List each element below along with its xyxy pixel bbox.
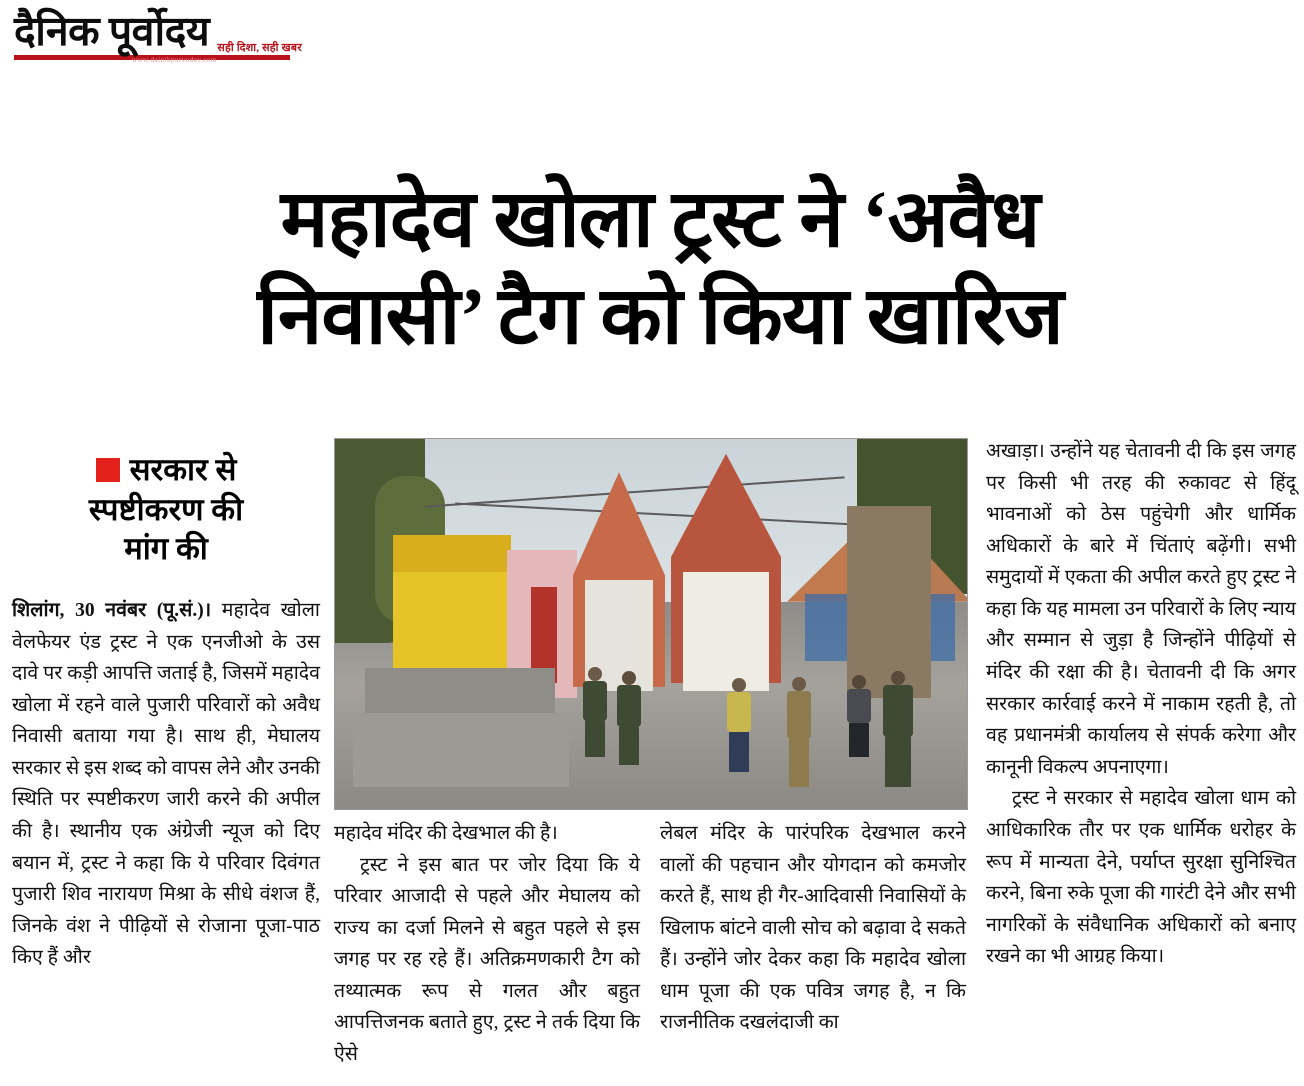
figure-security-personnel — [617, 671, 641, 765]
column-1-text — [12, 595, 320, 974]
paragraph: महादेव मंदिर की देखभाल की है। — [334, 823, 558, 844]
paragraph: ट्रस्ट ने इस बात पर जोर दिया कि ये परिवार आजादी से पहले और मेघालय को राज्य का दर्जा मिलने से बहुत पहले से इस जगह पर रह रहे हैं। अतिक्रमणकारी टैग को तथ्यात्मक रूप से गलत और बहुत आपत्तिजनक बताते हुए, ट्रस्ट ने तर्क दिया कि ऐसे — [334, 854, 640, 1066]
column-3 — [660, 818, 966, 1039]
kicker-text-1: सरकार से — [129, 452, 237, 487]
figure-visitor — [727, 678, 751, 772]
paragraph — [12, 595, 320, 974]
figure-police-officer — [787, 677, 811, 787]
column-3-text — [660, 818, 966, 1039]
article-body — [12, 430, 1296, 1080]
kicker-line-3: मांग की — [124, 531, 208, 567]
paragraph: ट्रस्ट ने सरकार से महादेव खोला धाम को आधिकारिक तौर पर एक धार्मिक धरोहर के रूप में मान्यता देने, पर्याप्त सुरक्षा सुनिश्चित करने, बिना रुके पूजा की गारंटी देने और सभी नागरिकों के संवैधानिक अधिकारों को बनाए रखने का भी आग्रह किया। — [986, 788, 1296, 968]
masthead-tagline: सही दिशा, सही खबर — [217, 42, 302, 54]
photo-illustration — [335, 439, 967, 809]
figure-security-personnel — [583, 667, 607, 757]
headline-line-2: निवासी’ टैग को किया खारिज — [257, 273, 1063, 362]
article-photo — [334, 438, 968, 810]
column-1-body: महादेव खोला वेलफेयर एंड ट्रस्ट ने एक एनजीओ के उस दावे पर कड़ी आपत्ति जताई है, जिसमें महादेव खोला में रहने वाले पुजारी परिवारों को अवैध निवासी बताया गया है। साथ ही, मेघालय सरकार से इस शब्द को वापस लेने और उनकी स्थिति पर स्पष्टीकरण जारी करने की अपील की है। स्थानीय एक अंग्रेजी न्यूज को दिए बयान में, ट्रस्ट ने कहा कि ये परिवार दिवंगत पुजारी शिव नारायण मिश्रा के सीधे वंशज हैं, जिनके वंश ने पीढ़ियों से रोजाना पूजा-पाठ किए हैं और — [12, 600, 320, 969]
figure-security-personnel — [883, 671, 913, 787]
column-2 — [334, 818, 640, 1071]
dateline: शिलांग, 30 नवंबर (पू.सं.)। — [12, 600, 212, 622]
square-bullet-icon — [96, 458, 120, 482]
column-1 — [12, 430, 320, 974]
masthead-title: दैनिक पूर्वोदय — [14, 8, 210, 54]
paragraph: लेबल मंदिर के पारंपरिक देखभाल करने वालों की पहचान और योगदान को कमजोर करते हैं, साथ ही गैर-आदिवासी निवासियों के खिलाफ बांटने वाली सोच को बढ़ावा दे सकते हैं। उन्होंने जोर देकर कहा कि महादेव खोला धाम पूजा की एक पवित्र जगह है, न कि राजनीतिक दखलंदाजी का — [660, 823, 966, 1034]
kicker-subhead — [12, 450, 320, 569]
figure-visitor — [847, 675, 871, 757]
page-title — [40, 172, 1280, 367]
kicker-line-1 — [12, 450, 320, 490]
masthead-website: www.dainikpurvoday.com — [132, 56, 217, 64]
column-4 — [986, 436, 1296, 973]
masthead — [14, 8, 304, 64]
column-4-text — [986, 436, 1296, 973]
kicker-line-2: स्पष्टीकरण की — [88, 491, 244, 527]
column-2-text — [334, 818, 640, 1071]
paragraph: अखाड़ा। उन्होंने यह चेतावनी दी कि इस जगह पर किसी भी तरह की रुकावट से हिंदू भावनाओं को ठेस पहुंचेगी और धार्मिक अधिकारों के बारे में चिंताएं बढ़ेंगी। सभी समुदायों में एकता की अपील करते हुए ट्रस्ट ने कहा कि यह मामला उन परिवारों के लिए न्याय और सम्मान से जुड़ा है जिन्होंने पीढ़ियों से मंदिर की रक्षा की है। चेतावनी दी कि अगर सरकार कार्रवाई करने में नाकाम रहती है, तो वह प्रधानमंत्री कार्यालय से संपर्क करेगा और कानूनी विकल्प अपनाएगा। — [986, 441, 1296, 778]
headline-line-1: महादेव खोला ट्रस्ट ने ‘अवैध — [280, 175, 1040, 264]
